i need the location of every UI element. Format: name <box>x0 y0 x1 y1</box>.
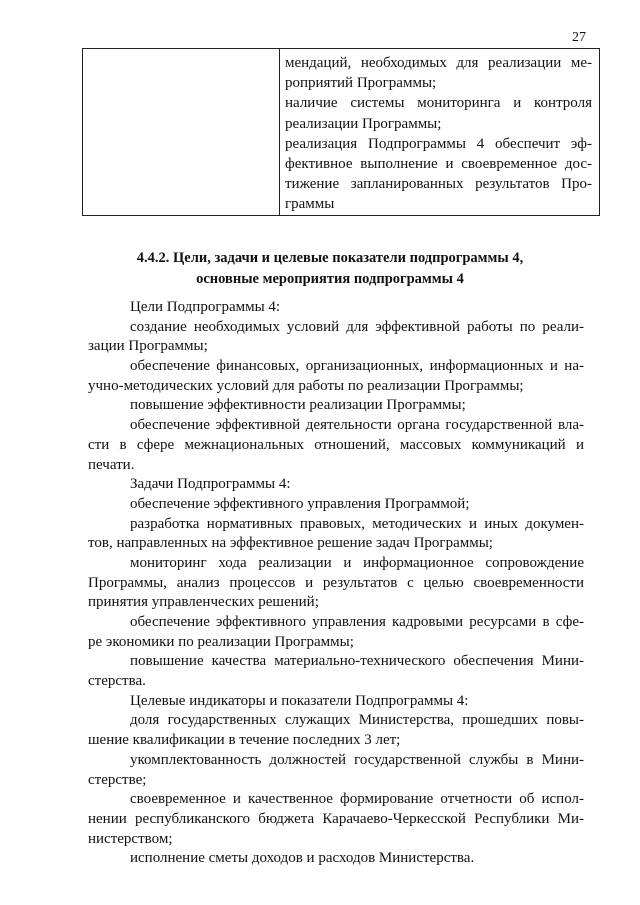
page-number: 27 <box>572 30 586 45</box>
paragraph-line: нении республиканского бюджета Карачаево-Черкесской Республики Ми- <box>88 810 584 827</box>
cell-line: наличие системы мониторинга и контроля <box>285 95 592 112</box>
paragraph-line: разработка нормативных правовых, методических и иных докумен- <box>130 515 584 532</box>
paragraph-line: Цели Подпрограммы 4: <box>130 299 281 315</box>
cell-line: фективное выполнение и своевременное дос- <box>285 155 592 172</box>
table-row <box>83 49 600 216</box>
paragraph-line: ре экономики по реализации Программы; <box>88 633 354 650</box>
cell-line: граммы <box>285 196 335 213</box>
section-heading <box>60 248 600 290</box>
paragraph-line: шение квалификации в течение последних 3 лет; <box>88 732 401 749</box>
paragraph-line: повышение качества материально-технического обеспечения Мини- <box>130 653 584 670</box>
cell-line: мендаций, необходимых для реализации ме- <box>285 55 592 71</box>
paragraph-line: учно-методических условий для работы по реализации Программы; <box>88 377 524 394</box>
paragraph-line: своевременное и качественное формирование отчетности об испол- <box>130 791 584 808</box>
paragraph-line: доля государственных служащих Министерства, прошедших повы- <box>130 712 584 729</box>
paragraph-line: обеспечение финансовых, организационных, информационных и на- <box>130 358 584 375</box>
section-heading-line: основные мероприятия подпрограммы 4 <box>196 271 464 287</box>
continuation-table <box>82 48 600 216</box>
table-cell-left <box>83 49 280 216</box>
paragraph-line: сти в сфере межнациональных отношений, массовых коммуникаций и <box>88 436 584 453</box>
paragraph-line: стерстве; <box>88 771 147 788</box>
cell-line: тижение запланированных результатов Про- <box>285 176 592 193</box>
paragraph-line: создание необходимых условий для эффективной работы по реали- <box>130 318 584 335</box>
paragraph-line: печати. <box>88 456 135 473</box>
paragraph-line: зации Программы; <box>88 338 208 355</box>
cell-line: реализации Программы; <box>285 115 442 132</box>
paragraph-line: укомплектованность должностей государственной службы в Мини- <box>130 751 584 768</box>
body-text <box>88 298 584 869</box>
paragraph-line: принятия управленческих решений; <box>88 594 319 611</box>
cell-line: роприятий Программы; <box>285 75 437 92</box>
paragraph-line: стерства. <box>88 673 146 690</box>
paragraph-line: обеспечение эффективного управления Программой; <box>130 495 470 512</box>
paragraph-line: нистерством; <box>88 830 173 847</box>
paragraph-line: исполнение сметы доходов и расходов Министерства. <box>130 850 475 867</box>
paragraph-line: мониторинг хода реализации и информационное сопровождение <box>130 554 584 571</box>
paragraph-line: повышение эффективности реализации Программы; <box>130 397 466 414</box>
section-heading-line: 4.4.2. Цели, задачи и целевые показатели подпрограммы 4, <box>136 250 524 266</box>
paragraph-line: обеспечение эффективного управления кадровыми ресурсами в сфе- <box>130 614 584 630</box>
paragraph-line: Программы, анализ процессов и результатов с целью своевременности <box>88 574 584 591</box>
paragraph-line: тов, направленных на эффективное решение задач Программы; <box>88 535 493 552</box>
paragraph-line: обеспечение эффективной деятельности органа государственной вла- <box>130 417 584 434</box>
cell-line: реализация Подпрограммы 4 обеспечит эф- <box>285 135 592 152</box>
paragraph-line: Целевые индикаторы и показатели Подпрограммы 4: <box>130 692 469 709</box>
table-cell-right <box>280 49 600 216</box>
paragraph-line: Задачи Подпрограммы 4: <box>130 476 291 493</box>
